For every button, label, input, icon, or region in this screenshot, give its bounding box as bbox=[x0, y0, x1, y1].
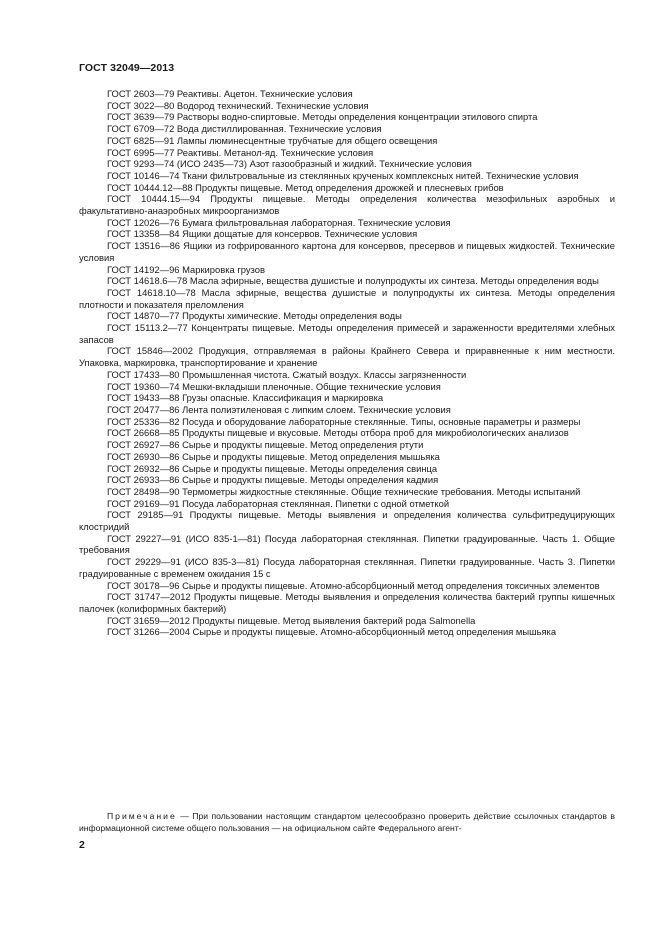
reference-item: ГОСТ 14192—96 Маркировка грузов bbox=[107, 263, 265, 275]
reference-item: ГОСТ 6995—77 Реактивы. Метанол-яд. Технические условия bbox=[107, 146, 374, 158]
reference-item: ГОСТ 29169—91 Посуда лабораторная стеклянная. Пипетки с одной отметкой bbox=[107, 497, 450, 509]
reference-item: ГОСТ 15846—2002 Продукция, отправляемая в районы Крайнего Севера и приравненные к ним местности. Упаковка, маркировка, транспортирование и хранение bbox=[79, 345, 615, 369]
reference-item: ГОСТ 2603—79 Реактивы. Ацетон. Технические условия bbox=[107, 88, 353, 99]
note-label: Примечание bbox=[107, 811, 177, 821]
reference-item: ГОСТ 14618.6—78 Масла эфирные, вещества душистые и полупродукты их синтеза. Методы определения воды bbox=[107, 275, 599, 287]
reference-item: ГОСТ 14618.10—78 Масла эфирные, вещества душистые и полупродукты их синтеза. Методы определения плотности и показателя преломления bbox=[79, 286, 615, 310]
reference-item: ГОСТ 26927—86 Сырье и продукты пищевые. Метод определения ртути bbox=[107, 439, 424, 451]
note-paragraph bbox=[79, 811, 615, 834]
reference-item: ГОСТ 3639—79 Растворы водно-спиртовые. Методы определения концентрации этилового спирта bbox=[107, 111, 538, 123]
reference-item: ГОСТ 25336—82 Посуда и оборудование лабораторные стеклянные. Типы, основные параметры и размеры bbox=[107, 415, 581, 427]
reference-item: ГОСТ 26668—85 Продукты пищевые и вкусовые. Методы отбора проб для микробиологических анализов bbox=[107, 427, 569, 439]
note-text: — При пользовании настоящим стандартом целесообразно проверить действие ссылочных стандартов в информационной системе общего пользования — на официальном сайте Федерального агент- bbox=[79, 811, 615, 833]
reference-item: ГОСТ 29227—91 (ИСО 835-1—81) Посуда лабораторная стеклянная. Пипетки градуированные. Часть 1. Общие требования bbox=[79, 532, 615, 556]
reference-item: ГОСТ 30178—96 Сырье и продукты пищевые. Атомно-абсорбционный метод определения токсичных элементов bbox=[107, 579, 600, 591]
reference-item: ГОСТ 31747—2012 Продукты пищевые. Методы выявления и определения количества бактерий группы кишечных палочек (колиформных бактерий) bbox=[79, 591, 615, 614]
reference-item: ГОСТ 15113.2—77 Концентраты пищевые. Методы определения примесей и зараженности вредителями хлебных запасов bbox=[79, 322, 615, 345]
reference-item: ГОСТ 10444.12—88 Продукты пищевые. Метод определения дрожжей и плесневых грибов bbox=[107, 181, 504, 193]
reference-item: ГОСТ 9293—74 (ИСО 2435—73) Азот газообразный и жидкий. Технические условия bbox=[107, 158, 472, 170]
reference-item: ГОСТ 26933—86 Сырье и продукты пищевые. Методы определения кадмия bbox=[107, 474, 439, 486]
normative-references-list bbox=[79, 88, 615, 638]
reference-item: ГОСТ 17433—80 Промышленная чистота. Сжатый воздух. Классы загрязненности bbox=[107, 368, 467, 380]
reference-item: ГОСТ 13358—84 Ящики дощатые для консервов. Технические условия bbox=[107, 228, 418, 240]
reference-item: ГОСТ 3022—80 Водород технический. Технические условия bbox=[107, 99, 369, 111]
reference-item: ГОСТ 29185—91 Продукты пищевые. Методы выявления и определения количества сульфитредуцирующих клостридий bbox=[79, 509, 615, 533]
reference-item: ГОСТ 26930—86 Сырье и продукты пищевые. Метод определения мышьяка bbox=[107, 450, 440, 462]
document-header: ГОСТ 32049—2013 bbox=[79, 62, 175, 74]
reference-item: ГОСТ 28498—90 Термометры жидкостные стеклянные. Общие технические требования. Методы испытаний bbox=[107, 485, 581, 497]
reference-item: ГОСТ 20477—86 Лента полиэтиленовая с липким слоем. Технические условия bbox=[107, 403, 451, 415]
reference-item: ГОСТ 31266—2004 Сырье и продукты пищевые. Атомно-абсорбционный метод определения мышьяка bbox=[107, 626, 557, 638]
reference-item: ГОСТ 26932—86 Сырье и продукты пищевые. Методы определения свинца bbox=[107, 462, 438, 474]
reference-item: ГОСТ 10444.15—94 Продукты пищевые. Методы определения количества мезофильных аэробных и факультативно-анаэробных микроорганизмов bbox=[79, 193, 615, 217]
reference-item: ГОСТ 14870—77 Продукты химические. Методы определения воды bbox=[107, 310, 402, 322]
reference-item: ГОСТ 19433—88 Грузы опасные. Классификация и маркировка bbox=[107, 392, 384, 404]
reference-item: ГОСТ 19360—74 Мешки-вкладыши пленочные. Общие технические условия bbox=[107, 380, 441, 392]
reference-item: ГОСТ 31659—2012 Продукты пищевые. Метод выявления бактерий рода Salmonella bbox=[107, 614, 476, 626]
page-number: 2 bbox=[79, 839, 85, 851]
reference-item: ГОСТ 12026—76 Бумага фильтровальная лабораторная. Технические условия bbox=[107, 216, 451, 228]
reference-item: ГОСТ 29229—91 (ИСО 835-3—81) Посуда лабораторная стеклянная. Пипетки градуированные. Часть 3. Пипетки градуированные с временем ожидания 15 с bbox=[79, 556, 615, 579]
reference-item: ГОСТ 10146—74 Ткани фильтровальные из стеклянных крученых комплексных нитей. Технические условия bbox=[107, 169, 579, 181]
reference-item: ГОСТ 6825—91 Лампы люминесцентные трубчатые для общего освещения bbox=[107, 134, 438, 146]
reference-item: ГОСТ 13516—86 Ящики из гофрированного картона для консервов, пресервов и пищевых жидкостей. Технические условия bbox=[79, 240, 615, 263]
reference-item: ГОСТ 6709—72 Вода дистиллированная. Технические условия bbox=[107, 123, 382, 135]
